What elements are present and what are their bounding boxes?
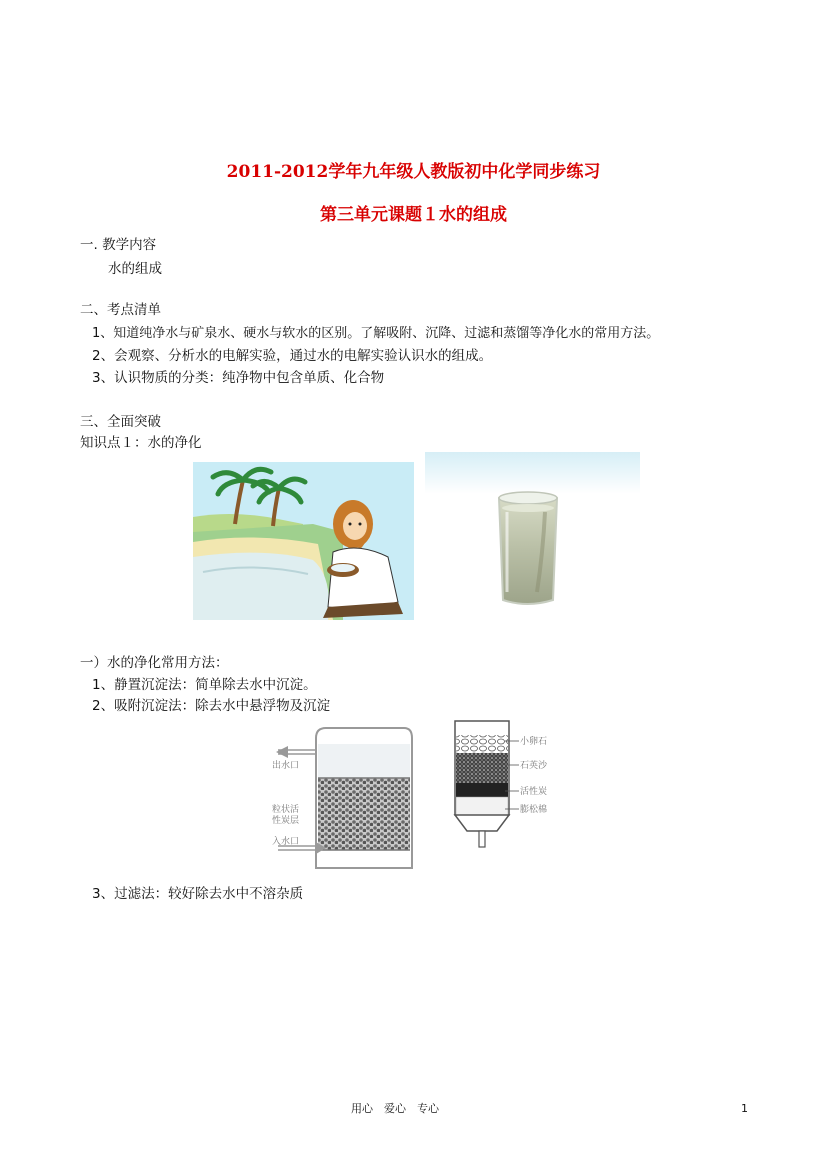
quartz-sand-label: 石英沙 (520, 761, 548, 771)
layered-filter-diagram (443, 717, 555, 855)
methods-heading: 一）水的净化常用方法： (80, 655, 229, 671)
carbon-layer-label-line1: 粒状活 (272, 805, 300, 815)
section-1-content: 水的组成 (108, 261, 162, 277)
method-3: 3、过滤法：较好除去水中不溶杂质 (92, 886, 304, 902)
activated-carbon-label: 活性炭 (520, 787, 548, 797)
muddy-water-beaker-photo (425, 452, 640, 620)
section-3-heading: 三、全面突破 (80, 414, 161, 430)
checklist-item-1: 1、知道纯净水与矿泉水、硬水与软水的区别。了解吸附、沉降、过滤和蒸馏等净化水的常用方法。 (92, 326, 660, 341)
carbon-layer-label-line2: 性炭层 (272, 816, 300, 826)
inlet-label: 入水口 (272, 837, 300, 847)
checklist-item-3: 3、认识物质的分类：纯净物中包含单质、化合物 (92, 370, 385, 386)
method-1: 1、静置沉淀法：简单除去水中沉淀。 (92, 677, 317, 693)
checklist-item-2: 2、会观察、分析水的电解实验，通过水的电解实验认识水的组成。 (92, 348, 493, 364)
section-1-heading: 一. 教学内容 (80, 237, 157, 253)
page-footer: 用心 爱心 专心 (351, 1102, 439, 1115)
document-subtitle: 第三单元课题１水的组成 (320, 205, 507, 225)
knowledge-point-1: 知识点１：水的净化 (80, 435, 202, 451)
carbon-filter-tank-diagram (268, 724, 416, 874)
outlet-label: 出水口 (272, 761, 300, 771)
cotton-label: 膨松棉 (520, 805, 548, 815)
pebbles-label: 小卵石 (520, 737, 548, 747)
document-title: 2011-2012学年九年级人教版初中化学同步练习 (226, 162, 601, 182)
page-number: 1 (741, 1102, 748, 1115)
section-2-heading: 二、考点清单 (80, 302, 161, 318)
island-man-illustration (193, 462, 414, 620)
method-2: 2、吸附沉淀法：除去水中悬浮物及沉淀 (92, 698, 331, 714)
